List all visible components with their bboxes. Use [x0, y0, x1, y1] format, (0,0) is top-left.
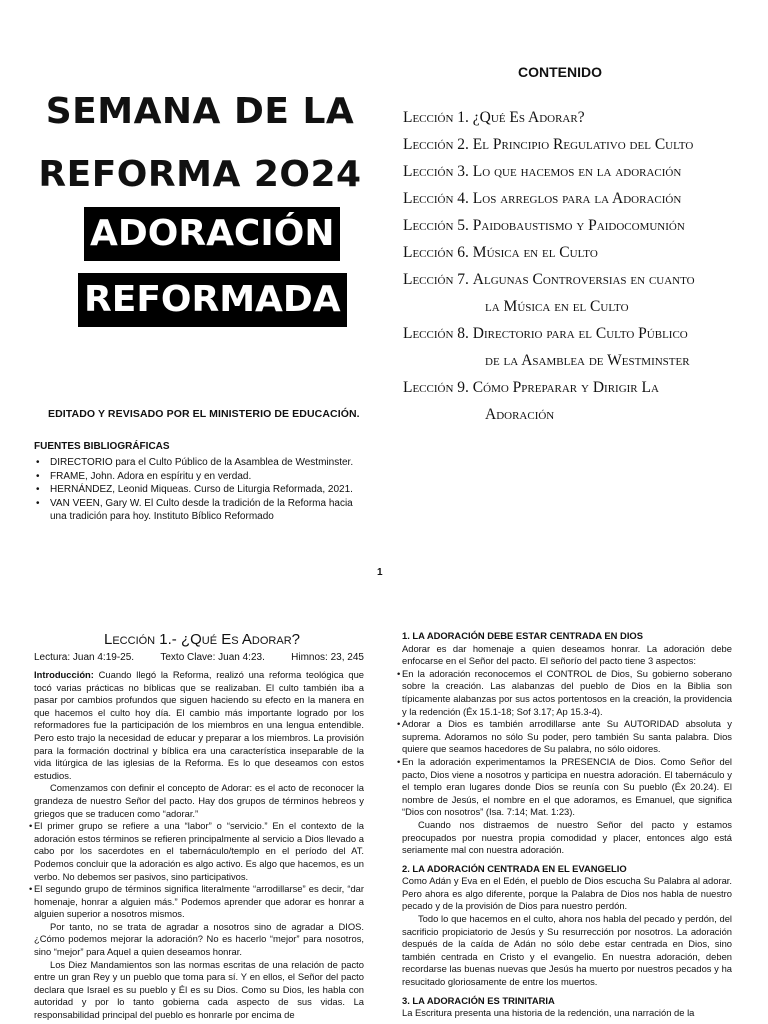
source-item: • VAN VEEN, Gary W. El Culto desde la tradición de la Reforma hacia una tradición para hoy. Instituto Bíblico Reformado [36, 497, 353, 522]
paragraph: Por tanto, no se trata de agradar a nosotros sino de agradar a DIOS. ¿Cómo podemos mejorar la adoración? No es hacerlo “mejor” para nosotros, sino “mejor” para Aquel a quien deseamos honrar. [34, 920, 364, 958]
toc-entry: Lección 1. ¿Qué Es Adorar? [403, 109, 585, 126]
toc-entry-continuation: de la Asamblea de Westminster [485, 352, 690, 369]
sources-list [34, 456, 370, 524]
paragraph: Todo lo que hacemos en el culto, ahora nos habla del pecado y perdón, del sacrificio propiciatorio de Jesús y Su resurrección por nosotros. La adoración después de la caída de Adán no sólo debe estar centrada en Dios, sino también centrada en Cristo y el evangelio. En nuestra adoración, deben recordarse las buenas nuevas que Jesús ha muerto por nuestros pecados y ha resucitado gloriosamente de entre los muertos. [402, 913, 732, 988]
toc-entry-continuation: Adoración [485, 406, 555, 423]
lesson-meta [34, 652, 364, 663]
paragraph: Comenzamos con definir el concepto de Adorar: es el acto de reconocer la grandeza de nuestro Señor del pacto. Hay dos grupos de términos hebreos y griegos que se traducen como “adorar.” [34, 782, 364, 819]
lesson-hymns: Himnos: 23, 245 [291, 652, 364, 663]
toc-entry: Lección 2. El Principio Regulativo del Culto [403, 136, 694, 153]
cover-highlight-line-1: ADORACIÓN [84, 207, 340, 261]
bullet-icon: • [397, 755, 401, 767]
source-item: • DIRECTORIO para el Culto Público de la Asamblea de Westminster. [36, 457, 354, 468]
edited-by-note: EDITADO Y REVISADO POR EL MINISTERIO DE EDUCACIÓN. [48, 408, 360, 420]
table-of-contents [403, 108, 748, 432]
page-number: 1 [377, 567, 383, 578]
source-item: • FRAME, John. Adora en espíritu y en verdad. [36, 470, 252, 482]
toc-entry: Lección 3. Lo que hacemos en la adoración [403, 163, 682, 180]
lesson-page [0, 590, 768, 1024]
bullet-icon: • [397, 667, 401, 679]
contents-heading: CONTENIDO [518, 64, 602, 80]
toc-entry: Lección 6. Música en el Culto [403, 244, 598, 261]
cover-title-line-2: REFORMA 2O24 [38, 154, 362, 195]
bullet-paragraph: • Adorar a Dios es también arrodillarse ante Su AUTORIDAD absoluta y suprema. Adoramos no sólo Su poder, pero también Su santa palabra. Dios quiere que seamos hacedores de Su palabra, no sólo oidores. [397, 718, 732, 755]
lesson-right-column [397, 630, 732, 1020]
paragraph: La Escritura presenta una historia de la redención, una narración de la [402, 1007, 695, 1019]
toc-entry: Lección 7. Algunas Controversias en cuanto la Música en el Culto [403, 270, 748, 317]
section-heading: 1. LA ADORACIÓN DEBE ESTAR CENTRADA EN DIOS [402, 630, 643, 641]
bullet-paragraph: • El segundo grupo de términos significa literalmente “arrodillarse” es decir, “dar homenaje, honrar a alguien más.” Podemos aprender que adorar es honrar a alguien superior a nosotros mismos. [29, 883, 364, 920]
lesson-key-text: Texto Clave: Juan 4:23. [160, 652, 265, 663]
cover-title-line-1: SEMANA DE LA [45, 91, 355, 132]
lesson-title: Lección 1.- ¿Qué Es Adorar? [104, 631, 300, 648]
section-heading: 2. LA ADORACIÓN CENTRADA EN EL EVANGELIO [402, 862, 627, 874]
bullet-icon: • [29, 820, 33, 832]
bullet-icon: • [29, 883, 33, 895]
bullet-icon: • [397, 718, 401, 730]
toc-entry-continuation: la Música en el Culto [485, 298, 629, 315]
lesson-reading: Lectura: Juan 4:19-25. [34, 652, 135, 663]
bullet-paragraph: • El primer grupo se refiere a una “labor” o “servicio.” En el contexto de la adoración estos términos se refieren principalmente al servicio a Dios llevado a cabo por los sacerdotes en el tabernáculo/templo en el período del AT. Podemos concluir que la adoración es algo activo. Es algo que hacemos, es un verbo. No debemos ser pasivos, sino participativos. [29, 820, 364, 882]
source-item: • HERNÁNDEZ, Leonid Miqueas. Curso de Liturgia Reformada, 2021. [36, 484, 353, 495]
paragraph: Los Diez Mandamientos son las normas escritas de una relación de pacto entre un gran Rey y un pueblo que toma para sí. Y en ellos, el Señor del pacto declara que Israel es su pueblo y Él es su Dios. Como su Dios, les habla con autoridad y por lo tanto gobierna cada aspecto de sus vidas. La responsabilidad principal del pueblo es honrarle por encima de [34, 958, 364, 1021]
section-heading: 3. LA ADORACIÓN ES TRINITARIA [402, 994, 555, 1006]
sources-heading: FUENTES BIBLIOGRÁFICAS [34, 441, 170, 452]
bullet-icon: • [36, 484, 40, 495]
cover-highlight-line-2: REFORMADA [78, 273, 347, 327]
toc-entry: Lección 4. Los arreglos para la Adoración [403, 190, 682, 207]
intro-paragraph: Introducción: Cuando llegó la Reforma, realizó una reforma teológica que tocó varias prácticas no bíblicas que se realizaban. El culto también iba a pasar por cambios profundos que siguen haciendo su efecto en la manera en que hacemos el culto hoy día. El cambio más importante logrado por los reformadores fue la participación de los miembros en una lengua entendible. Pero esto trajo la necesidad de educar y preparar a los miembros. La provisión para la formación doctrinal y bíblica era una característica inseparable de la vida litúrgica de las iglesias de la Reforma. Es lo que deseamos con estos estudios. [34, 669, 364, 781]
lesson-left-column [29, 669, 364, 1022]
paragraph: Cuando nos distraemos de nuestro Señor del pacto y estamos preocupados por nuestra propia comodidad y placer, entonces algo está seriamente mal con nuestra adoración. [402, 818, 732, 856]
bullet-icon: • [36, 497, 40, 509]
bullet-paragraph: • En la adoración experimentamos la PRESENCIA de Dios. Como Señor del pacto, Dios viene a nosotros y participa en nuestra adoración. El tabernáculo y el templo eran lugares donde Dios se reunía con Su pueblo (Éx 20.24). El nombre de Jesús, el nombre en el que adoramos, es Emanuel, que significa “Dios con nosotros” (Isa. 7:14; Mat. 1:23). [397, 755, 732, 818]
bullet-paragraph: • En la adoración reconocemos el CONTROL de Dios, Su gobierno soberano sobre la creación. Las alabanzas del pueblo de Dios en la Biblia son típicamente alabanzas por sus actos portentosos en la creación, la providencia y la redención (Éx 15.1-18; Sof 3.17; Ap 15.3-4). [397, 667, 732, 717]
paragraph: Adorar es dar homenaje a quien deseamos honrar. La adoración debe enfocarse en el Señor del pacto. El señorío del pacto tiene 3 aspectos: [402, 642, 732, 667]
paragraph: Como Adán y Eva en el Edén, el pueblo de Dios escucha Su Palabra al adorar. Pero ahora es algo diferente, porque la Palabra de Dios nos habla de nuestro pecado y de la provisión de Dios para nuestro perdón. [402, 875, 732, 912]
toc-entry: Lección 9. Cómo Ppreparar y Dirigir La Adoración [403, 378, 748, 425]
bullet-icon: • [36, 470, 40, 482]
toc-entry: Lección 8. Directorio para el Culto Público de la Asamblea de Westminster [403, 324, 748, 371]
bullet-icon: • [36, 457, 40, 468]
toc-entry: Lección 5. Paidobaustismo y Paidocomunión [403, 217, 685, 234]
